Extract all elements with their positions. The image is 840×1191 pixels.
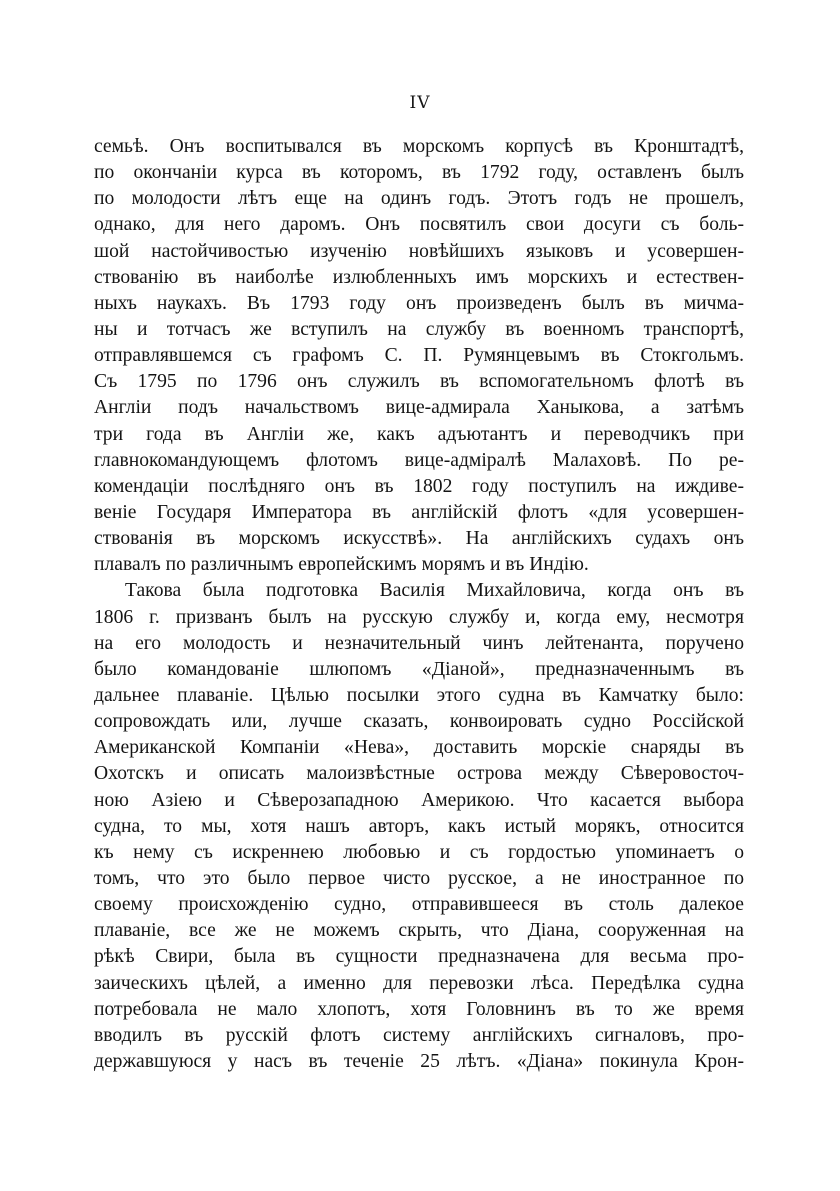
- text-line: сопровождать или, лучше сказать, конвоировать судно Россійской: [94, 711, 744, 733]
- text-line: Англіи подъ начальствомъ вице-адмирала Ханыкова, а затѣмъ: [94, 397, 744, 419]
- text-line: три года въ Англіи же, какъ адъютантъ и переводчикъ при: [94, 423, 744, 445]
- text-line: потребовала не мало хлопотъ, хотя Головнинъ въ то же время: [94, 998, 744, 1020]
- paragraph-2: [94, 578, 744, 1075]
- text-line: шой настойчивостью изученію новѣйшихъ языковъ и усовершен-: [94, 240, 744, 262]
- body-text: [94, 134, 744, 1075]
- text-line: на его молодость и незначительный чинъ лейтенанта, поручено: [94, 632, 744, 654]
- text-line: Съ 1795 по 1796 онъ служилъ въ вспомогательномъ флотѣ въ: [94, 371, 744, 393]
- text-line: державшуюся у насъ въ теченіе 25 лѣтъ. «Діана» покинула Крон-: [94, 1050, 744, 1072]
- text-line: рѣкѣ Свири, была въ сущности предназначена для весьма про-: [94, 946, 744, 968]
- paragraph-1: [94, 134, 744, 578]
- text-line: комендаціи послѣдняго онъ въ 1802 году поступилъ на иждиве-: [94, 475, 744, 497]
- text-line: плаваніе, все же не можемъ скрыть, что Діана, сооруженная на: [94, 920, 744, 942]
- text-line: судна, то мы, хотя нашъ авторъ, какъ истый морякъ, относится: [94, 815, 744, 837]
- text-line: семьѣ. Онъ воспитывался въ морскомъ корпусѣ въ Кронштадтѣ,: [94, 136, 744, 157]
- text-line: 1806 г. призванъ былъ на русскую службу и, когда ему, несмотря: [94, 606, 744, 628]
- text-line: ны и тотчасъ же вступилъ на службу въ военномъ транспортѣ,: [94, 318, 744, 340]
- text-line: однако, для него даромъ. Онъ посвятилъ свои досуги съ боль-: [94, 214, 744, 236]
- text-line: томъ, что это было первое чисто русское, а не иностранное по: [94, 867, 744, 889]
- text-line: Американской Компаніи «Нева», доставить морскіе снаряды въ: [94, 737, 744, 759]
- text-line: заическихъ цѣлей, а именно для перевозки лѣса. Передѣлка судна: [94, 972, 744, 994]
- text-line: вводилъ въ русскій флотъ систему англійскихъ сигналовъ, про-: [94, 1024, 744, 1046]
- text-line: своему происхожденію судно, отправившееся въ столь далекое: [94, 894, 744, 916]
- text-line: плавалъ по различнымъ европейскимъ морямъ и въ Индію.: [94, 554, 589, 576]
- page-number: IV: [409, 93, 431, 113]
- text-line: ныхъ наукахъ. Въ 1793 году онъ произведенъ былъ въ мичма-: [94, 292, 744, 314]
- text-line: главнокомандующемъ флотомъ вице-адміралѣ Малаховѣ. По ре-: [94, 449, 744, 471]
- text-line: отправлявшемся съ графомъ С. П. Румянцевымъ въ Стокгольмъ.: [94, 345, 744, 367]
- text-line: по окончаніи курса въ которомъ, въ 1792 году, оставленъ былъ: [94, 162, 744, 184]
- text-line: ною Азіею и Сѣверозападною Америкою. Что касается выбора: [94, 789, 744, 811]
- text-line: дальнее плаваніе. Цѣлью посылки этого судна въ Камчатку было:: [94, 684, 744, 706]
- text-line: было командованіе шлюпомъ «Діаной», предназначеннымъ въ: [94, 658, 744, 680]
- text-line: ствованія въ морскомъ искусствѣ». На англійскихъ судахъ онъ: [94, 528, 744, 550]
- text-line: ствованію въ наиболѣе излюбленныхъ имъ морскихъ и естествен-: [94, 266, 744, 288]
- text-line: веніе Государя Императора въ англійскій флотъ «для усовершен-: [94, 501, 744, 523]
- text-line: Такова была подготовка Василія Михайловича, когда онъ въ: [125, 580, 744, 602]
- text-line: по молодости лѣтъ еще на одинъ годъ. Этотъ годъ не прошелъ,: [94, 188, 744, 210]
- text-line: Охотскъ и описать малоизвѣстные острова между Сѣверовосточ-: [94, 763, 744, 785]
- text-line: къ нему съ искреннею любовью и съ гордостью упоминаетъ о: [94, 841, 744, 863]
